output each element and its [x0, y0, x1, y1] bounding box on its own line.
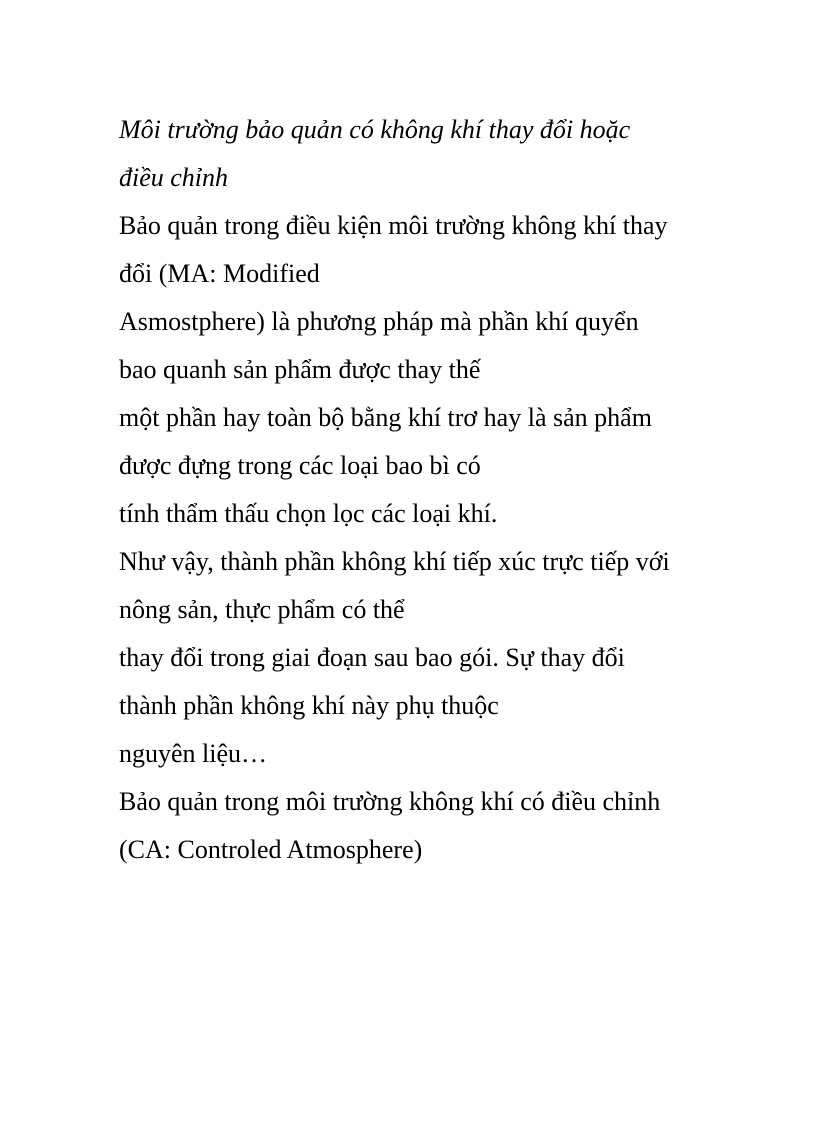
- heading-line-2: điều chỉnh: [119, 163, 229, 192]
- body-line-5: một phần hay toàn bộ bằng khí trơ hay là sản phẩm: [119, 403, 652, 432]
- body-line-2: đổi (MA: Modified: [119, 259, 320, 288]
- heading-line-1: Môi trường bảo quản có không khí thay đổi hoặc: [119, 115, 631, 144]
- body-line-10: thay đổi trong giai đoạn sau bao gói. Sự thay đổi: [119, 643, 625, 672]
- document-content: [119, 106, 739, 874]
- body-line-1: Bảo quản trong điều kiện môi trường không khí thay: [119, 211, 668, 240]
- body-line-7: tính thẩm thấu chọn lọc các loại khí.: [119, 499, 498, 528]
- body-line-3: Asmostphere) là phương pháp mà phần khí quyển: [119, 307, 639, 336]
- body-line-8: Như vậy, thành phần không khí tiếp xúc trực tiếp với: [119, 547, 670, 576]
- body-line-9: nông sản, thực phẩm có thể: [119, 595, 405, 624]
- body-line-13: Bảo quản trong môi trường không khí có điều chỉnh: [119, 787, 661, 816]
- body-line-11: thành phần không khí này phụ thuộc: [119, 691, 499, 720]
- body-line-4: bao quanh sản phẩm được thay thế: [119, 355, 481, 384]
- body-line-6: được đựng trong các loại bao bì có: [119, 451, 481, 480]
- body-line-14: (CA: Controled Atmosphere): [119, 835, 423, 864]
- body-line-12: nguyên liệu…: [119, 739, 268, 768]
